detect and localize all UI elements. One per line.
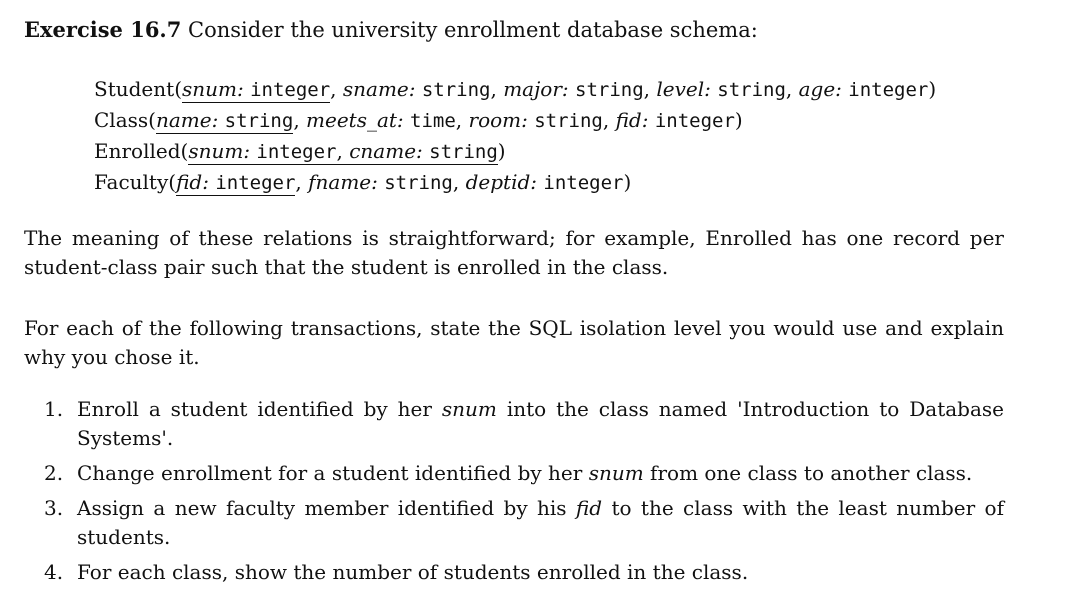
primary-key: name: string (155, 108, 294, 132)
schema-faculty: Faculty(fid: integer, fname: string, deptid: integer) (94, 170, 632, 194)
list-item: 1. Enroll a student identified by her snum into the class named 'Introduction to Database Systems'. (44, 397, 1004, 450)
list-item: 2. Change enrollment for a student identified by her snum from one class to another class. (44, 461, 973, 485)
relation-name: Faculty (94, 170, 169, 194)
relation-name: Class (94, 108, 149, 132)
schema-student: Student(snum: integer, sname: string, major: string, level: string, age: integer) (94, 77, 937, 101)
transaction-list (24, 395, 1004, 593)
schema-class: Class(name: string, meets_at: time, room: string, fid: integer) (94, 108, 743, 132)
list-item: 4. For each class, show the number of students enrolled in the class. (44, 560, 749, 584)
relation-name: Enrolled (94, 139, 181, 163)
primary-key: fid: integer (176, 170, 296, 194)
primary-key: snum: integer, cname: string (188, 139, 498, 163)
schema-block (94, 74, 936, 198)
meaning-paragraph: The meaning of these relations is straightforward; for example, Enrolled has one record per student-class pair such that the student is enrolled in the class. (24, 226, 1004, 279)
schema-enrolled: Enrolled(snum: integer, cname: string) (94, 139, 506, 163)
instructions-paragraph: For each of the following transactions, state the SQL isolation level you would use and explain why you chose it. (24, 316, 1004, 369)
exercise-heading (24, 16, 758, 44)
primary-key: snum: integer (182, 77, 331, 101)
relation-name: Student (94, 77, 175, 101)
exercise-label: Exercise 16.7 (24, 17, 182, 42)
list-item: 3. Assign a new faculty member identified by his fid to the class with the least number of students. (44, 496, 1004, 549)
exercise-intro: Consider the university enrollment database schema: (188, 18, 758, 42)
